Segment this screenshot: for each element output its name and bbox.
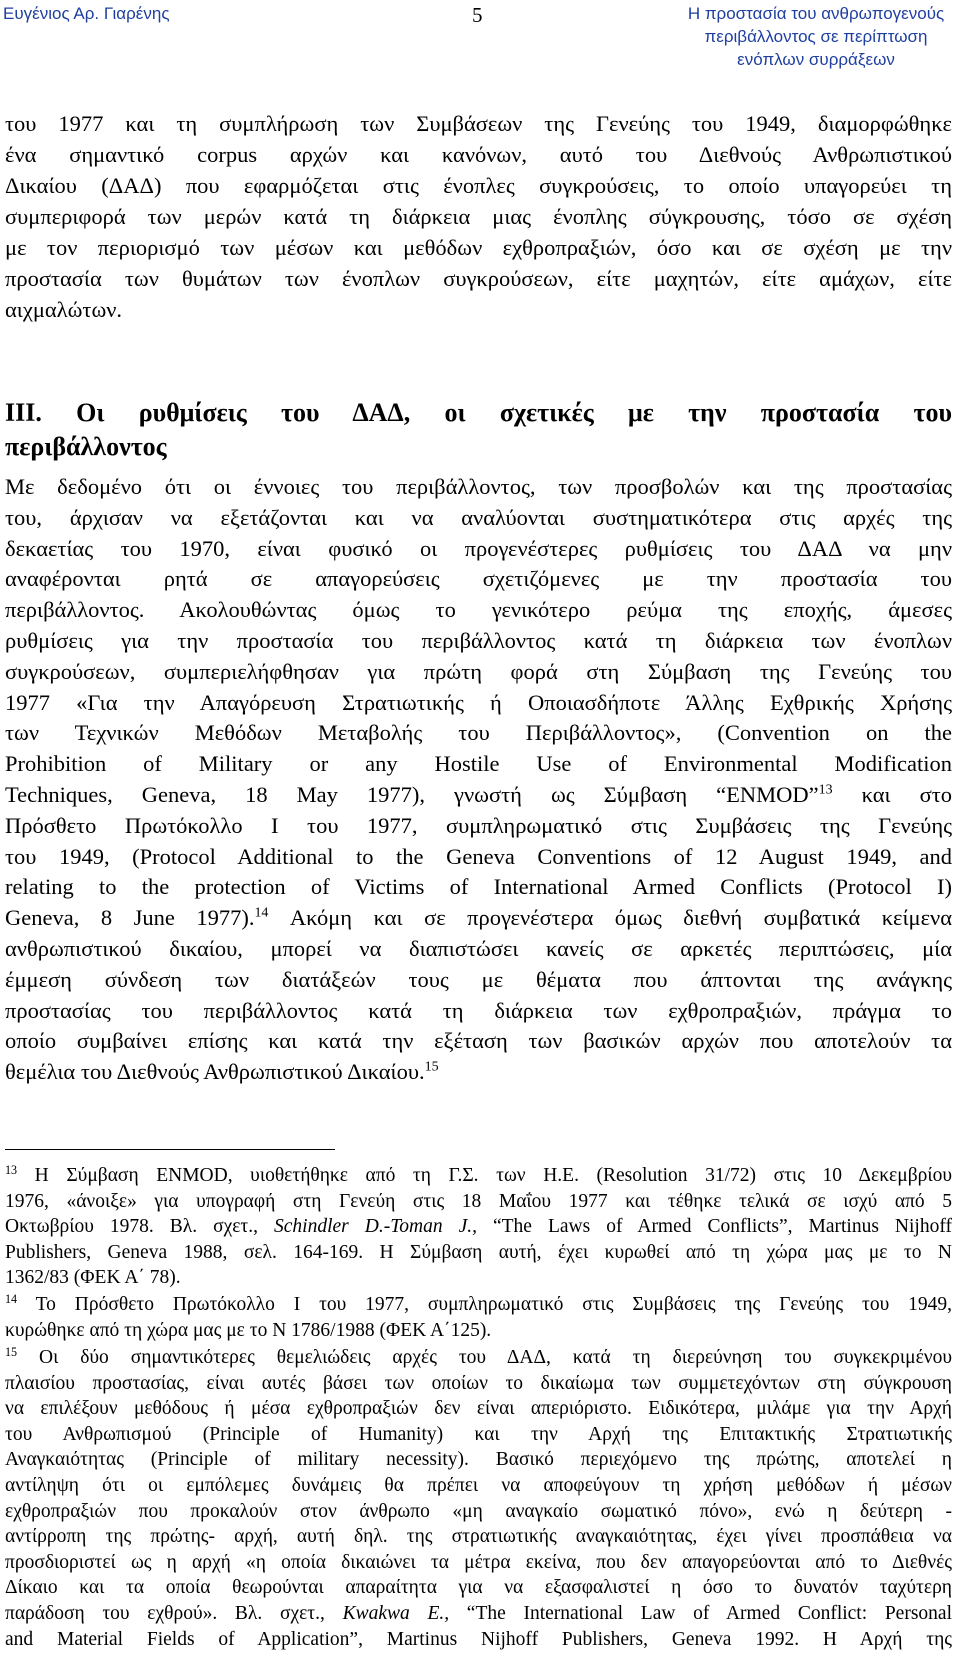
text-line: με τον περιορισμό των μέσων και μεθόδων εχθροπραξιών, όσο και σε σχέση με την — [5, 235, 952, 260]
section-heading-line: περιβάλλοντος — [5, 432, 167, 461]
text-line: του 1949, (Protocol Additional to the Geneva Conventions of 12 August 1949, and — [5, 843, 952, 869]
text-line: αιχμαλώτων. — [5, 297, 123, 322]
text-line: πλαισίου προστασίας, είναι αυτές βάσει των οποίων το δικαίωμα των συμμετεχόντων στη σύγκρουση — [5, 1372, 952, 1394]
footnote-13 — [5, 1163, 952, 1291]
text-line: προστασίας του περιβάλλοντος κατά τη διάρκεια των εχθροπραξιών, πράγμα το — [5, 997, 952, 1023]
main-paragraph — [5, 472, 952, 1088]
running-header-title — [680, 2, 952, 71]
text-fragment: “The Laws of Armed Conflicts”, Martinus Nijhoff — [477, 1216, 952, 1238]
text-line: relating to the protection of Victims of International Armed Conflicts (Protocol I) — [5, 874, 952, 900]
text-line: Αναγκαιότητας (Principle of military necessity). Βασικό περιεχόμενο της πρώτης, αποτελεί η — [5, 1449, 952, 1471]
text-line: του Ανθρωπισμού (Principle of Humanity) και την Αρχή της Επιτακτικής Στρατιωτικής — [5, 1423, 952, 1445]
running-header-author: Ευγένιος Αρ. Γιαρένης — [3, 4, 170, 23]
text-fragment: Η Σύμβαση ENMOD, υιοθετήθηκε από τη Γ.Σ. των Η.Ε. (Resolution 31/72) στις 10 Δεκεμβρίου — [34, 1165, 953, 1186]
text-line: 1977 «Για την Απαγόρευση Στρατιωτικής ή Οποιασδήποτε Άλλης Εχθρικής Χρήσης — [5, 689, 952, 715]
text-line: 1362/83 (ΦΕΚ Α΄ 78). — [5, 1267, 181, 1289]
text-line: δεκαετίας του 1970, είναι φυσικό οι προγενέστερες ρυθμίσεις του ΔΑΔ να μην — [5, 535, 952, 561]
text-fragment: και στο — [861, 781, 953, 807]
text-line: του 1977 και τη συμπλήρωση των Συμβάσεων της Γενεύης του 1949, διαμορφώθηκε — [5, 111, 952, 136]
intro-paragraph — [5, 108, 952, 325]
footnote-15 — [5, 1345, 952, 1652]
text-line: προστασία των θυμάτων των ένοπλων συγκρούσεων, είτε μαχητών, είτε αμάχων, είτε — [5, 266, 952, 291]
text-line: Publishers, Geneva 1988, σελ. 164-169. Η Σύμβαση αυτή, έχει κυρωθεί από τη χώρα μας με το Ν — [5, 1241, 952, 1263]
text-line: Πρόσθετο Πρωτόκολλο Ι του 1977, συμπληρωματικό στις Συμβάσεις της Γενεύης — [5, 812, 952, 838]
text-line: and Material Fields of Application”, Martinus Nijhoff Publishers, Geneva 1992. Η Αρχή της — [5, 1628, 952, 1650]
text-line: του, άρχισαν να εξετάζονται και να αναλύονται συστηματικότερα στις αρχές της — [5, 504, 952, 530]
text-fragment: παράδοση του εχθρού». Βλ. σχετ., — [5, 1602, 343, 1624]
text-line — [5, 1163, 952, 1189]
text-line — [5, 1601, 952, 1627]
text-fragment: “The International Law of Armed Conflict: Personal — [449, 1602, 952, 1624]
text-line: των Τεχνικών Μεθόδων Μεταβολής του Περιβάλλοντος», (Convention on the — [5, 720, 952, 746]
text-line — [5, 903, 952, 934]
text-line: αναφέρονται ρητά σε απαγορεύσεις σχετιζόμενες με την προστασία του — [5, 566, 952, 592]
text-line: 1976, «άνοιξε» για υπογραφή στη Γενεύη στις 18 Μαΐου 1977 και τέθηκε τελικά σε ισχύ από 5 — [5, 1190, 952, 1212]
text-line: ανθρωπιστικού δικαίου, μπορεί να διαπιστώσει κανείς σε αρκετές περιπτώσεις, μία — [5, 935, 952, 961]
text-fragment: Οκτωβρίου 1978. Βλ. σχετ., — [5, 1216, 275, 1238]
text-fragment: θεμέλια του Διεθνούς Ανθρωπιστικού Δικαίου. — [5, 1059, 425, 1085]
text-line: οποίο συμβαίνει επίσης και κατά την εξέταση των βασικών αρχών που αποτελούν τα — [5, 1028, 952, 1054]
header-title-line: Η προστασία του ανθρωπογενούς — [687, 4, 945, 23]
section-heading-line: ΙΙΙ. Οι ρυθμίσεις του ΔΑΔ, οι σχετικές με την προστασία του — [5, 398, 952, 427]
text-line: Με δεδομένο ότι οι έννοιες του περιβάλλοντος, των προσβολών και της προστασίας — [5, 474, 952, 499]
text-fragment: Techniques, Geneva, 18 May 1977), γνωστή ως Σύμβαση “ENMOD” — [5, 781, 819, 807]
footnote-number: 14 — [5, 1291, 18, 1306]
footnote-number: 15 — [5, 1344, 18, 1359]
text-line — [5, 1057, 952, 1088]
text-line — [5, 1345, 952, 1371]
text-fragment: Το Πρόσθετο Πρωτόκολλο Ι του 1977, συμπληρωματικό στις Συμβάσεις της Γενεύης του 1949, — [35, 1294, 952, 1315]
text-line: συμπεριφορά των μερών κατά τη διάρκεια μιας ένοπλης σύγκρουσης, τόσο σε σχέση — [5, 204, 952, 229]
page-number: 5 — [472, 3, 483, 27]
text-line: αντίληψη ότι οι εμπόλεμες δυνάμεις θα πρέπει να αποφεύγουν τη χρήση μεθόδων ή μέσων — [5, 1474, 952, 1496]
text-fragment: Οι δύο σημαντικότερες θεμελιώδεις αρχές του ΔΑΔ, κατά τη διερεύνηση του συγκεκριμένου — [38, 1347, 952, 1368]
text-line: εχθροπραξιών που προκαλούν στον άνθρωπο «μη αναγκαίο σωματικό πόνο», ενώ η δεύτερη - — [5, 1500, 952, 1522]
text-line — [5, 1214, 952, 1240]
text-line: να επιλέξουν μεθόδους ή μέσα εχθροπραξιών δεν είναι απεριόριστο. Ειδικότερα, μιλάμε για την Αρχή — [5, 1398, 952, 1420]
text-line: ένα σημαντικό corpus αρχών και κανόνων, αυτό του Διεθνούς Ανθρωπιστικού — [5, 142, 952, 167]
author-name: Kwakwa E., — [342, 1602, 450, 1624]
text-line: Δίκαιο και τα οποία θεωρούνται απαραίτητα για να εξασφαλιστεί η όσο το δυνατόν ταχύτερη — [5, 1577, 952, 1599]
footnote-ref-14[interactable]: 14 — [254, 905, 269, 921]
text-line: περιβάλλοντος. Ακολουθώντας όμως το γενικότερο ρεύμα της εποχής, άμεσες — [5, 597, 952, 623]
footnote-ref-15[interactable]: 15 — [424, 1059, 439, 1075]
author-name: Schindler D.-Toman J., — [274, 1216, 477, 1238]
text-line — [5, 780, 952, 811]
text-line: Prohibition of Military or any Hostile Use of Environmental Modification — [5, 751, 952, 777]
footnote-separator — [5, 1149, 335, 1150]
text-line: Δικαίου (ΔΑΔ) που εφαρμόζεται στις ένοπλες συγκρούσεις, το οποίο υπαγορεύει τη — [5, 173, 952, 198]
text-line: αντίρροπη της πρώτης- αρχή, αυτή δηλ. της στρατιωτικής αναγκαιότητας, έχει γίνει προσπάθεια να — [5, 1526, 952, 1548]
text-fragment: Geneva, 8 June 1977). — [5, 905, 255, 931]
header-title-line: ενόπλων συρράξεων — [737, 50, 895, 69]
text-fragment: Ακόμη και σε προγενέστερα όμως διεθνή συμβατικά κείμενα — [289, 905, 953, 931]
text-line — [5, 1292, 952, 1318]
text-line: έμμεση σύνδεση των διατάξεών τους με θέματα που άπτονται της ανάγκης — [5, 966, 952, 992]
footnote-number: 13 — [5, 1162, 18, 1177]
text-line: συγκρούσεων, συμπεριελήφθησαν για πρώτη φορά στη Σύμβαση της Γενεύης του — [5, 658, 952, 684]
footnote-ref-13[interactable]: 13 — [818, 782, 833, 798]
text-line: κυρώθηκε από τη χώρα μας με το Ν 1786/1988 (ΦΕΚ Α΄125). — [5, 1319, 492, 1341]
footnote-14 — [5, 1292, 952, 1343]
text-line: ρυθμίσεις για την προστασία του περιβάλλοντος κατά τη διάρκεια των ένοπλων — [5, 627, 952, 653]
section-heading — [5, 396, 952, 464]
header-title-line: περιβάλλοντος σε περίπτωση — [704, 27, 928, 46]
text-line: προσδιοριστεί ως η αρχή «η οποία δικαιώνει τα μέτρα εκείνα, που δεν απαγορεύονται από το Διεθνές — [5, 1551, 952, 1573]
